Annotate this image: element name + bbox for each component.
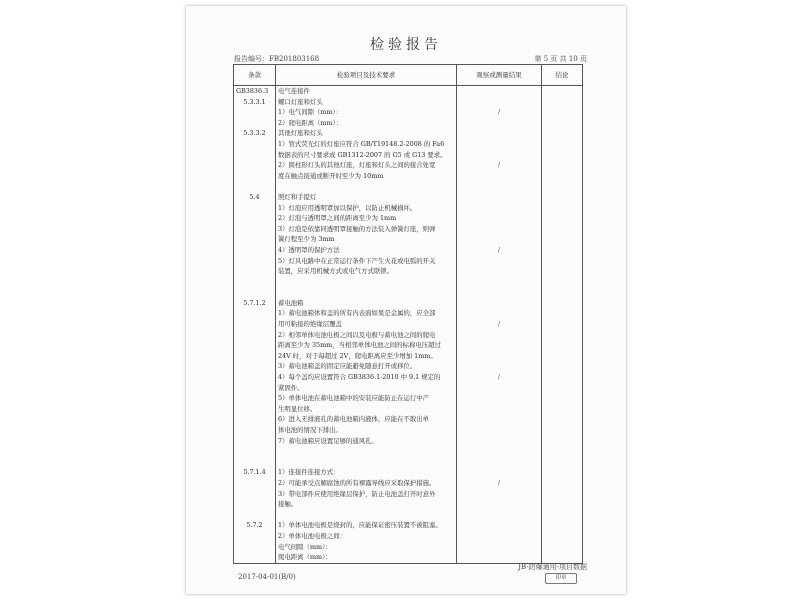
clause-number (234, 372, 275, 383)
requirement-line: 2）可能承受点解腐蚀的所有裸露导线应采取保护措施。 (278, 478, 436, 487)
requirement-line: 3）带电部件应使用绝缘层保护，防止电池盖打开时意外 (278, 489, 436, 498)
requirement-line: 5）单体电池在蓄电池箱中的安装应能防止在运行中产 (278, 394, 430, 403)
requirement-line: 2）单体电池电极之间： (278, 531, 346, 540)
clause-number (234, 118, 275, 129)
requirement-line: 簧行程至少为 3mm (278, 235, 335, 244)
requirement-column (276, 86, 457, 564)
observation-value (457, 203, 541, 214)
clause-number (234, 361, 275, 372)
clause-number (234, 457, 275, 468)
requirement-line: 3）蓄电池箱盖的固定应能避免随意打开或移位。 (278, 362, 417, 371)
observation-value (457, 542, 541, 553)
observation-value (457, 192, 541, 203)
clause-number (234, 531, 275, 542)
requirement-line: 其他灯座和灯头 (278, 129, 323, 138)
observation-value (457, 531, 541, 542)
clause-number (234, 181, 275, 192)
observation-value: / (497, 245, 501, 254)
observation-value (457, 436, 541, 447)
observation-value (457, 139, 541, 150)
observation-value (457, 150, 541, 161)
clause-number: 5.3.3.1 (243, 97, 266, 106)
clause-number (234, 139, 275, 150)
clause-number (234, 319, 275, 330)
observation-value (457, 351, 541, 362)
report-number: 报告编号：FB201803168 (234, 55, 320, 63)
observation-value: / (497, 161, 501, 170)
requirement-line: 生明显位移。 (278, 404, 317, 413)
requirement-line: 装置，应采用机械方式或电气方式联锁。 (278, 267, 394, 276)
observation-value (457, 171, 541, 182)
observation-value: / (497, 320, 501, 329)
header-clause: 条款 (234, 65, 276, 86)
requirement-line (276, 510, 456, 521)
clause-column (234, 86, 276, 564)
requirement-line: 2）爬电距离（mm）： (278, 118, 343, 127)
verdict-column (542, 86, 583, 564)
observation-value (457, 489, 541, 500)
clause-number (234, 383, 275, 394)
requirement-line: 4）透明罩的保护方法 (278, 245, 340, 254)
observation-value (457, 340, 541, 351)
requirement-line (276, 277, 456, 288)
requirement-line: 紧固件。 (278, 383, 304, 392)
observation-value (457, 234, 541, 245)
requirement-line: 1）单体电池电极是烧封的，应能保证密压装置不被阻塞。 (278, 521, 442, 530)
requirement-line: 6）进入无排液孔的蓄电池箱内液体，应能在不取出单 (278, 415, 430, 424)
clause-number (234, 510, 275, 521)
report-title: 检验报告 (370, 37, 442, 53)
clause-number (234, 393, 275, 404)
clause-number (234, 404, 275, 415)
clause-number (234, 478, 275, 489)
requirement-line: 3）灯泡是依靠同透明罩接触的方法装入弹簧灯座，则弹 (278, 224, 436, 233)
observation-value (457, 414, 541, 425)
header-requirement: 检验项目及技术要求 (276, 65, 457, 86)
clause-number (234, 436, 275, 447)
clause-number (234, 277, 275, 288)
requirement-line: 距离至少为 35mm，当相邻单体电池之间的标称电压超过 (278, 341, 441, 350)
observation-value (457, 467, 541, 478)
stamp-seal: 印章 (545, 573, 577, 584)
clause-number: GB3836.3 (236, 87, 269, 95)
requirement-line: 爬电距离（mm）： (278, 553, 332, 562)
requirement-line: 4）每个盖均应设置符合 GB3836.1-2010 中 9.1 规定的 (278, 373, 441, 382)
requirement-line: 体电池的情况下排出。 (278, 426, 342, 434)
requirement-line (276, 457, 456, 468)
requirement-line: 电气间隙（mm）： (278, 542, 332, 551)
observation-value (457, 86, 541, 97)
clause-number (234, 552, 275, 563)
observation-value (457, 510, 541, 521)
table-header-row (234, 65, 583, 86)
footer-date: 2017-04-01(B/0) (238, 573, 296, 581)
clause-number (234, 224, 275, 235)
requirement-line: 7）蓄电池箱应设置足够的通风孔。 (278, 436, 378, 445)
observation-value (457, 457, 541, 468)
clause-number (234, 213, 275, 224)
requirement-line (276, 287, 456, 298)
requirement-line: 1）连接件连接方式： (278, 468, 340, 477)
requirement-line (276, 446, 456, 457)
observation-value (457, 499, 541, 510)
requirement-line: 接触。 (278, 500, 298, 509)
observation-value (457, 181, 541, 192)
observation-value: / (497, 108, 501, 117)
clause-number (234, 340, 275, 351)
observation-value (457, 446, 541, 457)
clause-number (234, 256, 275, 267)
requirement-line: 2）灯泡与透明罩之间的距离至少为 1mm (278, 214, 397, 223)
clause-number (234, 489, 275, 500)
header-verdict: 结论 (542, 65, 583, 86)
observation-value (457, 224, 541, 235)
requirement-line (276, 181, 456, 192)
clause-number (234, 308, 275, 319)
observation-value: / (497, 478, 501, 487)
requirement-line: 2）相邻单体电池电极之间以及电极与蓄电池之间的爬电 (278, 330, 436, 339)
clause-number (234, 234, 275, 245)
observation-column (457, 86, 542, 564)
observation-value (457, 256, 541, 267)
clause-number (234, 287, 275, 298)
table-body-row (234, 86, 583, 564)
header-observation: 观察或测量结果 (457, 65, 542, 86)
observation-value (457, 330, 541, 341)
requirement-line: 5）灯具电路中在正常运行条件下产生火花或电弧的开关 (278, 256, 436, 265)
observation-value (457, 277, 541, 288)
clause-number (234, 446, 275, 457)
clause-number (234, 150, 275, 161)
clause-number (234, 171, 275, 182)
requirement-line: 螺口灯座和灯头 (278, 97, 323, 106)
requirement-line: 用可粘接的绝缘层覆盖 (278, 320, 342, 329)
clause-number (234, 107, 275, 118)
observation-value (457, 404, 541, 415)
requirement-line: 1）蓄电池箱体和盖的所有内表面如果是金属的，应全部 (278, 309, 436, 318)
clause-number: 5.7.2 (246, 521, 263, 530)
observation-value (457, 361, 541, 372)
clause-number (234, 425, 275, 436)
clause-number (234, 414, 275, 425)
inspection-table (233, 64, 583, 564)
observation-value (457, 213, 541, 224)
observation-value (457, 393, 541, 404)
observation-value (457, 97, 541, 108)
clause-number (234, 330, 275, 341)
requirement-line: 1）灯泡应用透明罩加以保护，以防止机械损坏。 (278, 203, 417, 212)
requirement-line: 2）圆柱形灯头的其他灯座，灯座和灯头之间的接合处宽 (278, 161, 436, 170)
observation-value (457, 118, 541, 129)
clause-number (234, 351, 275, 362)
observation-value (457, 425, 541, 436)
clause-number (234, 542, 275, 553)
clause-number (234, 160, 275, 171)
clause-number: 5.7.1.4 (243, 468, 266, 477)
requirement-line: 蓄电池箱 (278, 298, 304, 307)
observation-value (457, 383, 541, 394)
observation-value (457, 287, 541, 298)
observation-value (457, 298, 541, 309)
observation-value (457, 308, 541, 319)
clause-number: 5.3.3.2 (243, 129, 266, 138)
clause-number (234, 203, 275, 214)
requirement-line: 1）电气间隙（mm）： (278, 108, 343, 117)
requirement-line: 数据表的尺寸要求或 GB1312-2007 的 G5 或 G13 要求。 (278, 150, 447, 159)
observation-value: / (497, 373, 501, 382)
footer-form-name: JB-防爆通用-项目数据 (518, 563, 587, 571)
requirement-line: 度在触点接通或断开时至少为 10mm (278, 171, 384, 180)
clause-number: 5.4 (249, 192, 260, 201)
requirement-line: 照灯和手提灯 (278, 192, 317, 201)
requirement-line: 电气连接件 (278, 87, 310, 95)
clause-number: 5.7.1.2 (243, 298, 266, 307)
observation-value (457, 128, 541, 139)
observation-value (457, 266, 541, 277)
clause-number (234, 245, 275, 256)
clause-number (234, 266, 275, 277)
page-info: 第 5 页 共 10 页 (534, 55, 587, 63)
clause-number (234, 499, 275, 510)
observation-value (457, 520, 541, 531)
requirement-line: 1）管式荧光灯的灯座应符合 GB/T19148.2-2008 的 Fa6 (278, 139, 445, 148)
requirement-line: 24V 时，对于每超过 2V，爬电距离应至少增加 1mm。 (278, 351, 437, 360)
